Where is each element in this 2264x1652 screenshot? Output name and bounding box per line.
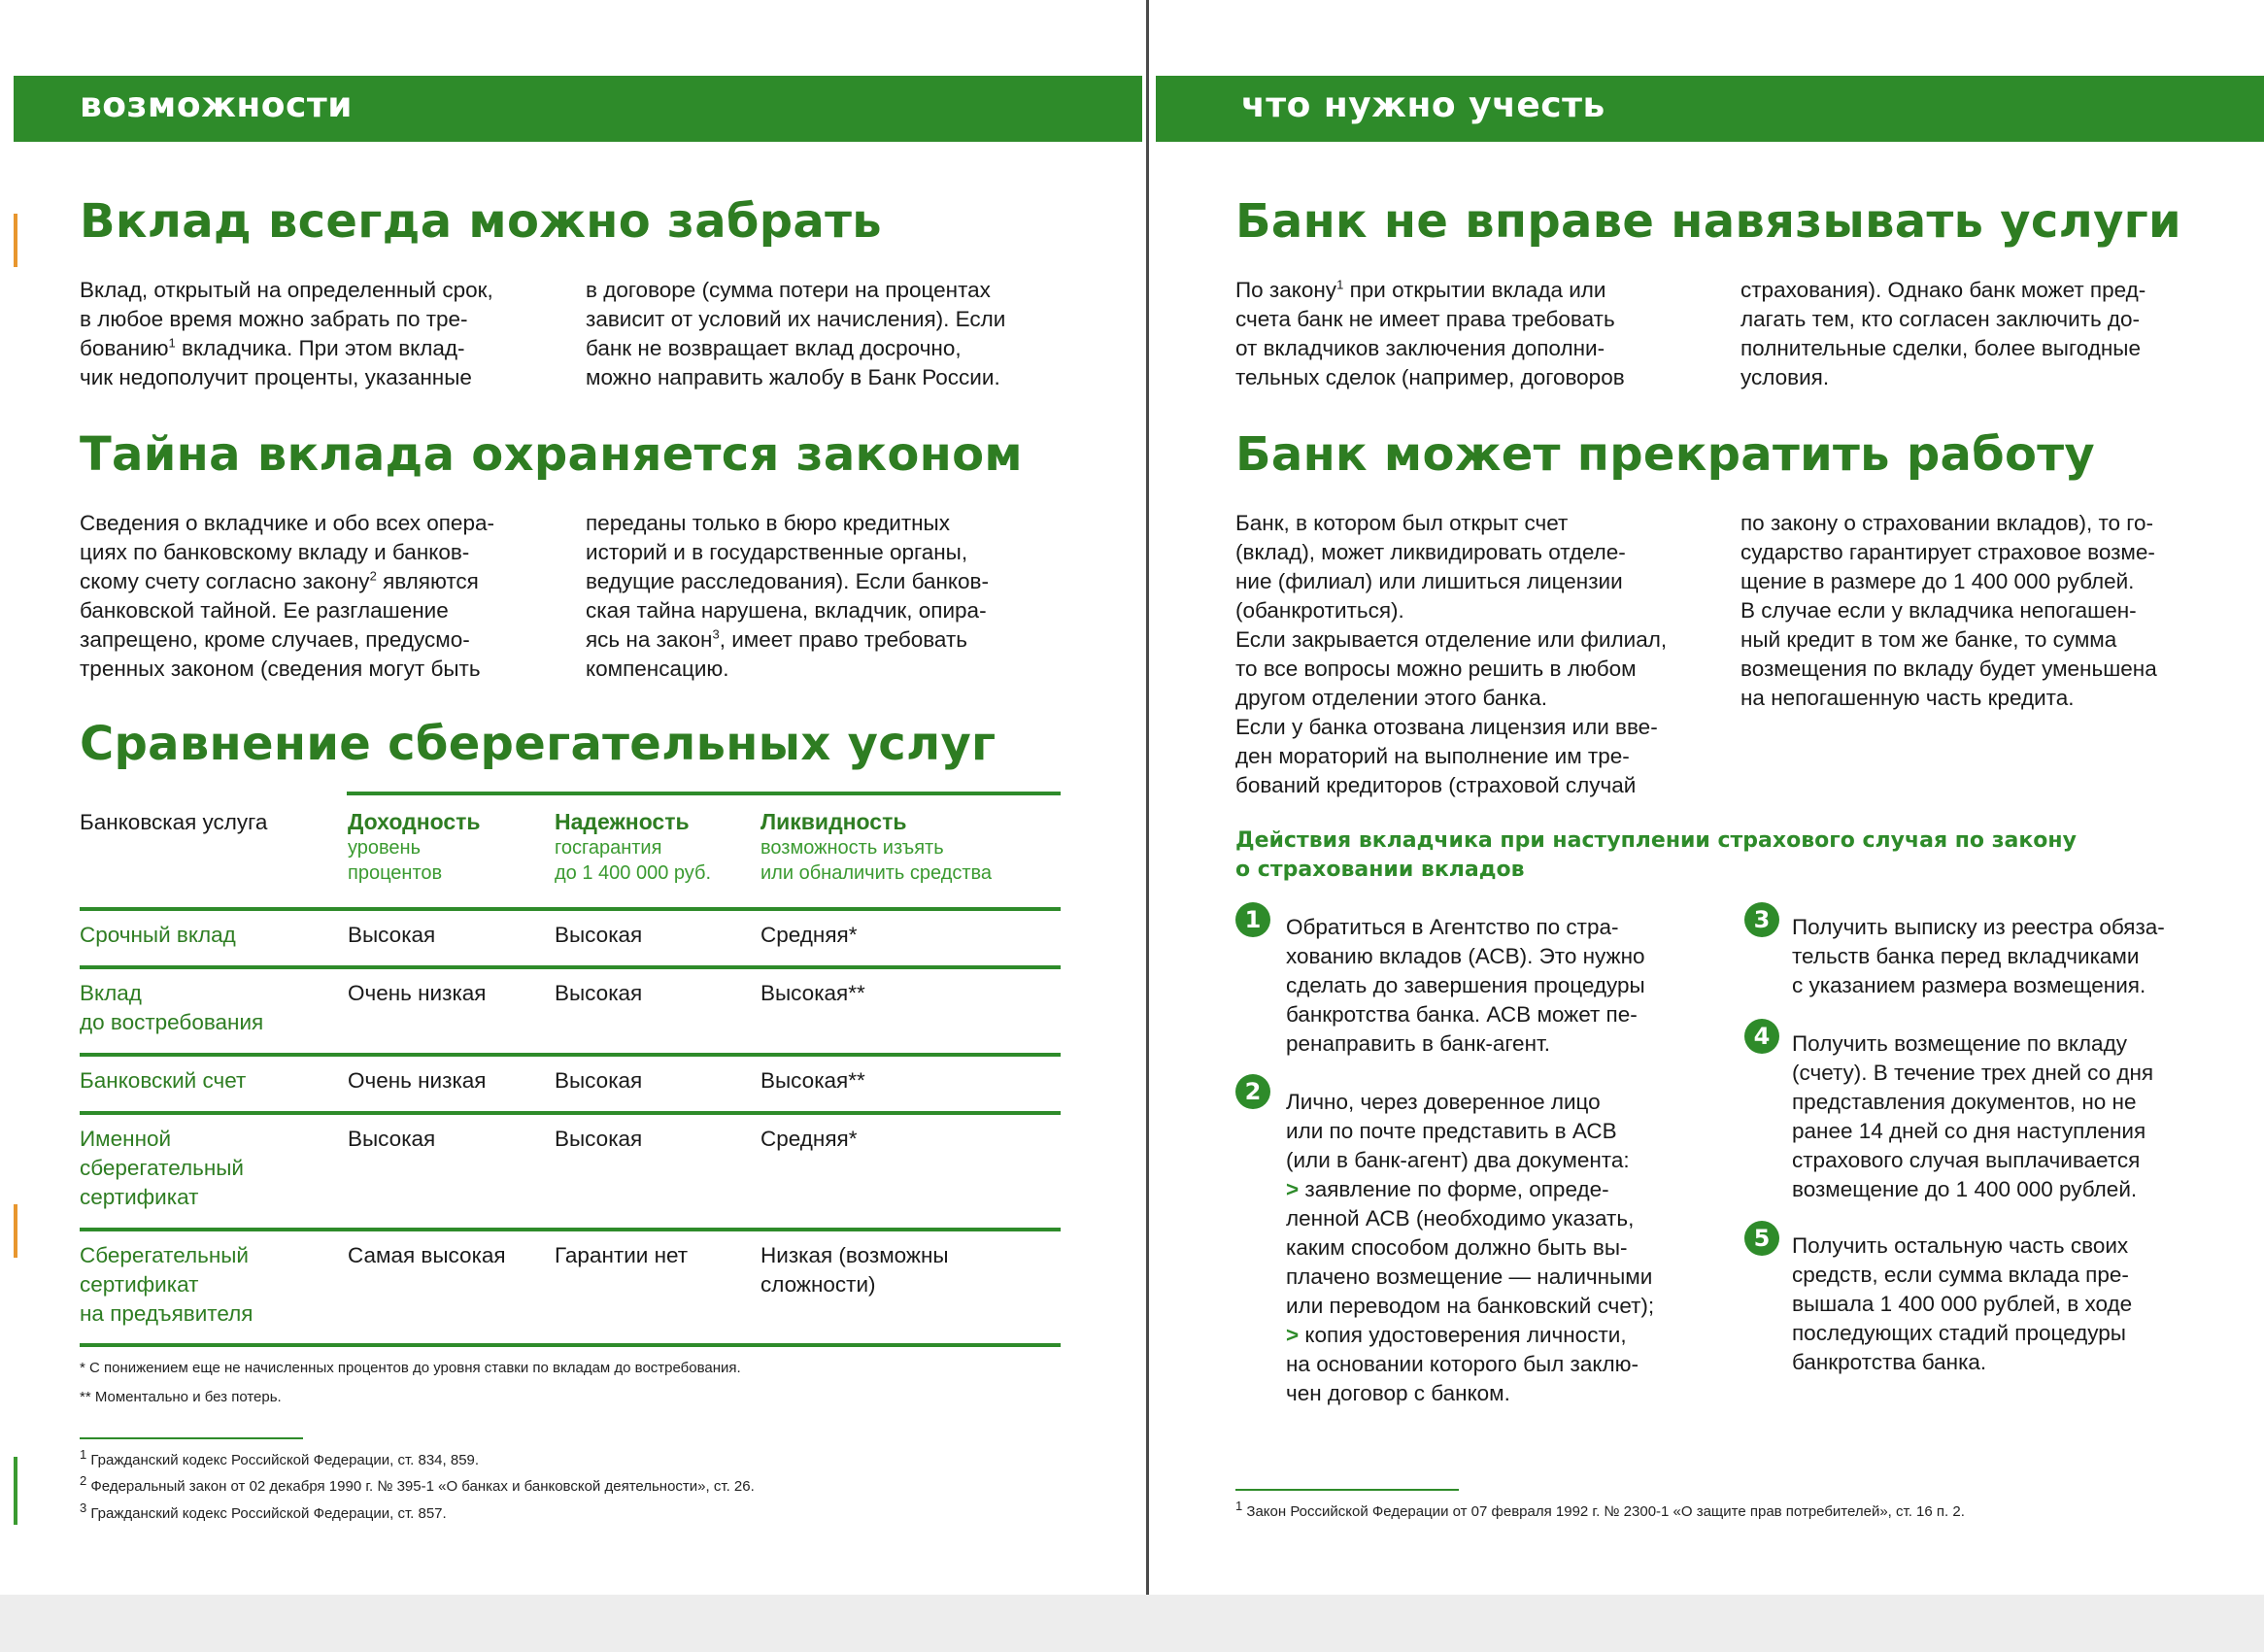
heading-deposit-secrecy: Тайна вклада охраняется законом (80, 427, 1023, 482)
footnote-3: $^3$ Гражданский кодекс Российской Федерации, ст. 857. (80, 1500, 447, 1522)
table-rule (80, 1228, 1061, 1231)
heading-deposit-withdraw: Вклад всегда можно забрать (80, 194, 882, 249)
deposit-withdraw-col2: в договоре (сумма потери на процентах зависит от условий их начисления). Если банк не возвращает вклад досрочно, можно направить жалобу в Банк России. (586, 278, 1006, 389)
page-bottom-edge (0, 1595, 2264, 1652)
table-cell: Очень низкая (348, 1068, 487, 1093)
heading-savings-comparison: Сравнение сберегательных услуг (80, 717, 997, 771)
page-spine (1146, 0, 1149, 1652)
step-1-text: Обратиться в Агентство по стра- хованию вкладов (АСВ). Это нужно сделать до завершения процедуры банкротства банка. АСВ может пе- ренаправить в банк-агент. (1286, 915, 1645, 1056)
table-cell: Высокая (555, 981, 643, 1005)
table-cell: Высокая** (760, 1068, 865, 1093)
bank-may-close-col2: по закону о страховании вкладов), то го- сударство гарантирует страховое возме- щение в размере до 1 400 000 рублей. В случае если у вкладчика непогашен- ный кредит в том же банке, то сумма возмещения по вкладу будет уменьшена на непогашенную часть кредита. (1740, 511, 2157, 710)
table-col0-header: Банковская услуга (80, 810, 268, 834)
heading-no-imposed-services: Банк не вправе навязывать услуги (1235, 194, 2181, 249)
table-note-2: ** Моментально и без потерь. (80, 1389, 282, 1405)
no-imposed-services-col2: страхования). Однако банк может пред- лагать тем, кто согласен заключить до- полнительные сделки, более выгодные условия. (1740, 278, 2146, 389)
margin-mark-green (14, 1457, 17, 1525)
table-note-1: * С понижением еще не начисленных процентов до уровня ставки по вкладам до востребования. (80, 1360, 741, 1376)
table-rule (347, 792, 1061, 795)
table-row-name: Вклад до востребования (80, 981, 264, 1034)
table-rule (80, 907, 1061, 911)
table-cell: Очень низкая (348, 981, 487, 1005)
table-cell: Низкая (возможны сложности) (760, 1243, 949, 1297)
footnote-divider (80, 1437, 303, 1439)
footnote-1: $^1$ Гражданский кодекс Российской Федерации, ст. 834, 859. (80, 1447, 480, 1468)
table-cell: Средняя* (760, 1127, 858, 1151)
table-rule (80, 1053, 1061, 1057)
table-header-liquidity: Ликвидность возможность изъять или обналичить средства (760, 809, 993, 884)
table-header-reliability: Надежность госгарантия до 1 400 000 руб. (555, 809, 712, 884)
table-cell: Высокая (555, 1127, 643, 1151)
bank-may-close-col1: Банк, в котором был открыт счет (вклад), может ликвидировать отделе- ние (филиал) или лишиться лицензии (обанкротиться). Если закрывается отделение или филиал, то все вопросы можно решить в любом другом отделении этого банка. Если у банка отозвана лицензия или вве- ден мораторий на выполнение им тре- бований кредиторов (страховой случай (1235, 511, 1668, 797)
table-cell: Высокая (555, 1068, 643, 1093)
footnote-2: $^2$ Федеральный закон от 02 декабря 1990 г. № 395-1 «О банках и банковской деятельности», ст. 26. (80, 1473, 755, 1495)
table-row-name: Сберегательный сертификат на предъявителя (80, 1243, 253, 1326)
step-number-badge: 1 (1235, 902, 1270, 937)
table-cell: Высокая (348, 923, 436, 947)
step-3-text: Получить выписку из реестра обяза- тельств банка перед вкладчиками с указанием размера возмещения. (1792, 915, 2165, 997)
footnote-divider (1235, 1489, 1459, 1491)
table-cell: Высокая** (760, 981, 865, 1005)
table-rule (80, 965, 1061, 969)
right-footnote-1: $^1$ Закон Российской Федерации от 07 февраля 1992 г. № 2300-1 «О защите прав потребителей», ст. 16 п. 2. (1235, 1499, 1965, 1520)
step-number-badge: 2 (1235, 1074, 1270, 1109)
table-cell: Высокая (555, 923, 643, 947)
table-row-name: Именной сберегательный сертификат (80, 1127, 244, 1209)
table-rule (80, 1111, 1061, 1115)
step-5-text: Получить остальную часть своих средств, если сумма вклада пре- вышала 1 400 000 рублей, в ходе последующих стадий процедуры банкротства банка. (1792, 1233, 2133, 1374)
heading-bank-may-close: Банк может прекратить работу (1235, 427, 2095, 482)
table-cell: Самая высокая (348, 1243, 506, 1267)
table-row-name: Срочный вклад (80, 923, 236, 947)
deposit-secrecy-col1: Сведения о вкладчике и обо всех опера- циях по банковскому вкладу и банков- скому счету согласно закону$^2$ являются банковской тайной. Ее разглашение запрещено, кроме случаев, предусмо- тренных законом (сведения могут быть (80, 511, 494, 681)
right-band-title: что нужно учесть (1241, 85, 1605, 125)
depositor-actions-heading: Действия вкладчика при наступлении страхового случая по закону о страховании вкладов (1235, 828, 2077, 882)
no-imposed-services-col1: По закону$^1$ при открытии вклада или счета банк не имеет права требовать от вкладчиков заключения дополни- тельных сделок (например, договоров (1235, 277, 1625, 389)
step-number-badge: 5 (1744, 1221, 1779, 1256)
table-cell: Высокая (348, 1127, 436, 1151)
deposit-secrecy-col2: переданы только в бюро кредитных историй и в государственные органы, ведущие расследования). Если банков- ская тайна нарушена, вкладчик, опира- ясь на закон$^3$, имеет право требовать компенсацию. (586, 511, 989, 681)
deposit-withdraw-col1: Вклад, открытый на определенный срок, в любое время можно забрать по тре- бованию$^1$ вкладчика. При этом вклад- чик недополучит проценты, указанные (80, 278, 493, 389)
left-band-title: возможности (80, 85, 353, 125)
step-4-text: Получить возмещение по вкладу (счету). В течение трех дней со дня представления документов, но не ранее 14 дней со дня наступления страхового случая выплачивается возмещение до 1 400 000 рублей. (1792, 1031, 2154, 1201)
table-header-yield: Доходность уровень процентов (348, 809, 481, 884)
table-rule (80, 1343, 1061, 1347)
margin-mark-orange (14, 1204, 17, 1258)
step-number-badge: 4 (1744, 1019, 1779, 1054)
table-cell: Гарантии нет (555, 1243, 689, 1267)
step-number-badge: 3 (1744, 902, 1779, 937)
table-cell: Средняя* (760, 923, 858, 947)
table-row-name: Банковский счет (80, 1068, 247, 1093)
margin-mark-orange (14, 214, 17, 267)
step-2-text: Лично, через доверенное лицо или по почте представить в АСВ (или в банк-агент) два документа: > заявление по форме, опреде- ленной АСВ (необходимо указать, каким способом должно быть вы- плачено возмещение — наличными или переводом на банковский счет); > копия удостоверения личности, на основании которого был заклю- чен договор с банком. (1286, 1090, 1655, 1405)
